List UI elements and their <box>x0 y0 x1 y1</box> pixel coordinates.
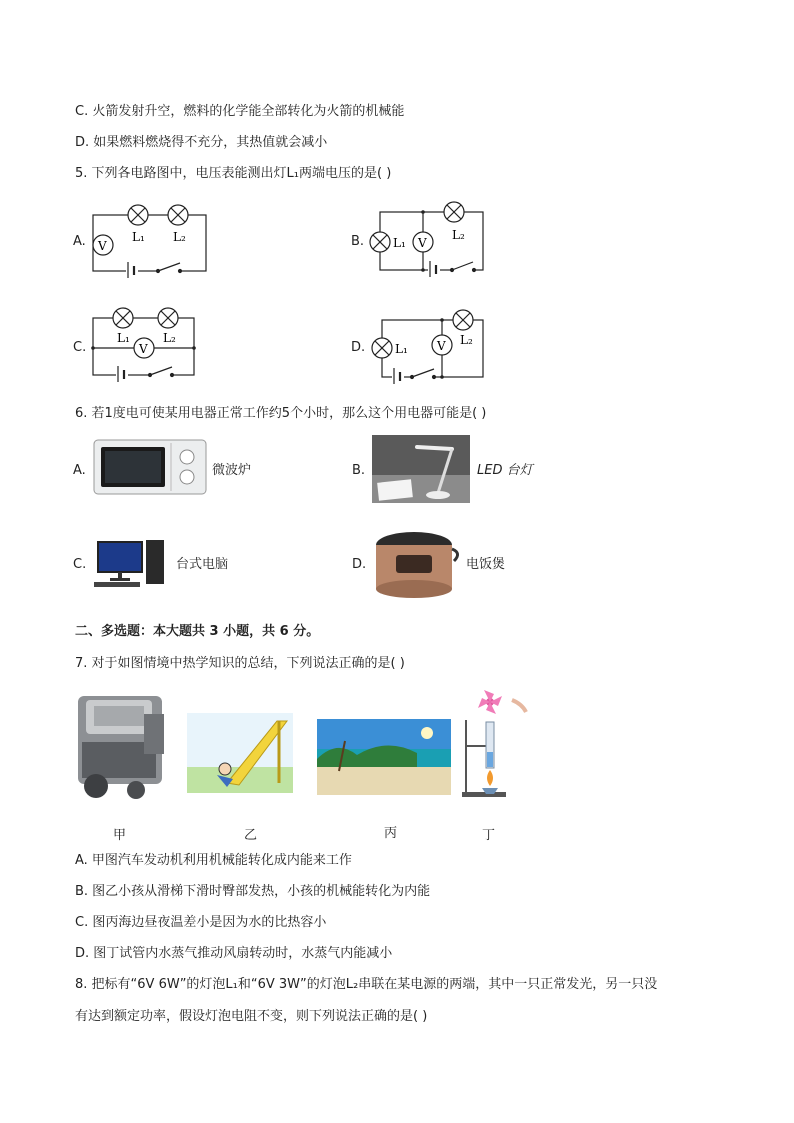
steam-pinwheel-apparatus-image <box>460 682 532 800</box>
q6-option-d-text: 电饭煲 <box>466 557 506 572</box>
desk-lamp-icon <box>372 435 470 503</box>
q5-option-b-letter: B. <box>351 234 365 249</box>
q7-caption-yi: 乙 <box>244 828 258 843</box>
q5-option-a-letter: A. <box>73 234 86 249</box>
car-engine-image <box>74 686 170 808</box>
q6-option-c-letter: C. <box>73 557 87 572</box>
q6-stem: 6. 若1度电可使某用电器正常工作约5个小时，那么这个用电器可能是( ) <box>75 406 487 421</box>
q5-stem: 5. 下列各电路图中，电压表能测出灯L₁两端电压的是( ) <box>75 166 392 181</box>
svg-text:L₁: L₁ <box>393 236 406 250</box>
slide-image <box>187 713 293 793</box>
q5-option-d-letter: D. <box>351 340 366 355</box>
q5-circuit-a <box>88 200 213 278</box>
beach-image <box>317 719 451 795</box>
q4-option-c: C. 火箭发射升空，燃料的化学能全部转化为火箭的机械能 <box>75 104 405 119</box>
rice-cooker-icon <box>370 527 462 599</box>
q7-caption-ding: 丁 <box>482 828 496 843</box>
q8-stem-line1: 8. 把标有“6V 6W”的灯泡L₁和“6V 3W”的灯泡L₂串联在某电源的两端，其中一只正常发光，另一只没 <box>75 977 658 992</box>
q4-option-d: D. 如果燃料燃烧得不充分，其热值就会减小 <box>75 135 328 150</box>
q7-option-b: B. 图乙小孩从滑梯下滑时臀部发热，小孩的机械能转化为内能 <box>75 884 431 899</box>
section-heading: 二、多选题：本大题共 3 小题，共 6 分。 <box>75 624 320 639</box>
q6-option-c-text: 台式电脑 <box>176 557 229 572</box>
svg-text:L₂: L₂ <box>460 333 473 347</box>
q6-option-b-letter: B. <box>352 463 366 478</box>
svg-text:V: V <box>437 339 446 353</box>
q7-option-c: C. 图丙海边昼夜温差小是因为水的比热容小 <box>75 915 327 930</box>
q7-caption-bing: 丙 <box>384 826 398 841</box>
q7-caption-jia: 甲 <box>113 828 127 843</box>
q7-option-a: A. 甲图汽车发动机利用机械能转化成内能来工作 <box>75 853 352 868</box>
svg-text:L₁: L₁ <box>117 331 130 345</box>
q7-stem: 7. 对于如图情境中热学知识的总结，下列说法正确的是( ) <box>75 656 405 671</box>
q6-option-d-letter: D. <box>352 557 367 572</box>
q5-circuit-d <box>366 305 491 385</box>
desktop-computer-icon <box>92 538 172 588</box>
q8-stem-line2: 有达到额定功率，假设灯泡电阻不变，则下列说法正确的是( ) <box>75 1009 428 1024</box>
svg-text:V: V <box>98 239 107 253</box>
svg-text:L₁: L₁ <box>395 342 408 356</box>
svg-text:L₂: L₂ <box>173 230 186 244</box>
q5-circuit-c <box>88 305 203 385</box>
q6-option-a-letter: A. <box>73 463 86 478</box>
svg-text:V: V <box>139 342 148 356</box>
q5-option-c-letter: C. <box>73 340 87 355</box>
q5-circuit-b <box>366 200 491 278</box>
microwave-icon <box>92 437 208 497</box>
q6-option-a-text: 微波炉 <box>212 463 252 478</box>
q7-option-d: D. 图丁试管内水蒸气推动风扇转动时，水蒸气内能减小 <box>75 946 393 961</box>
svg-text:V: V <box>418 236 427 250</box>
svg-text:L₂: L₂ <box>163 331 176 345</box>
q6-option-b-text: LED 台灯 <box>477 463 533 478</box>
svg-text:L₁: L₁ <box>132 230 145 244</box>
svg-text:L₂: L₂ <box>452 228 465 242</box>
